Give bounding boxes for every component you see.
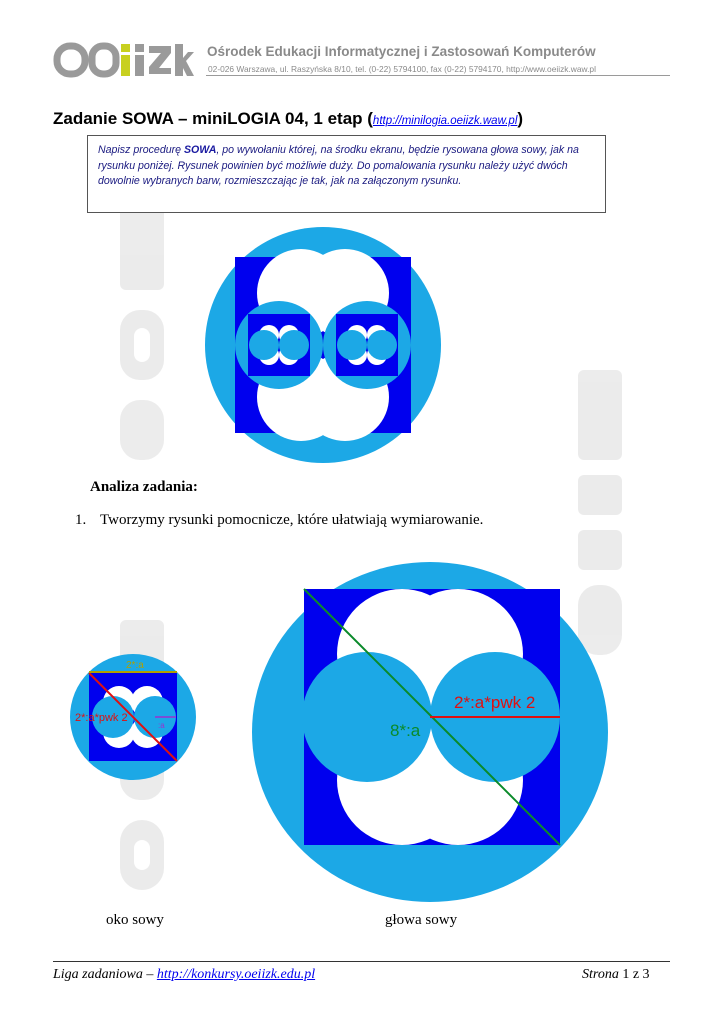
task-keyword: SOWA: [183, 144, 217, 156]
owl-head-figure: [205, 227, 441, 463]
footer-league: [53, 967, 315, 983]
watermark-left: [112, 180, 172, 900]
title-close: ): [517, 109, 524, 128]
head-caption: głowa sowy: [385, 912, 458, 928]
org-name: Ośrodek Edukacji Informatycznej i Zastosowań Komputerów: [207, 44, 596, 59]
head-label-diagonal: 8*:a: [390, 721, 421, 740]
head-diagram: [252, 562, 608, 902]
analysis-heading: Analiza zadania:: [90, 479, 198, 495]
task-text-after: , po wywołaniu której, na środku ekranu, będzie rysowana głowa sowy, jak na rysunku poniżej. Rysunek powinien być możliwie duży. Do pomalowania rysunku należy użyć dwóch dowolnie wybranych barw, rozmieszczając je tak, jak na załączonym rysunku.: [98, 144, 579, 187]
footer-divider: [53, 961, 670, 962]
page-number: [582, 967, 650, 983]
org-address: 02-026 Warszawa, ul. Raszyńska 8/10, tel. (0-22) 5794100, fax (0-22) 5794170, http://www.oeiizk.waw.pl: [208, 64, 596, 74]
eye-label-radius: :a: [158, 721, 165, 730]
eye-caption: oko sowy: [106, 912, 164, 928]
page-word: Strona: [582, 967, 619, 982]
eye-label-left: 2*:a*pwk 2: [75, 712, 128, 724]
page-title: [53, 109, 523, 129]
right-eye: [323, 301, 411, 389]
page-count: 1 z 3: [618, 967, 650, 982]
oeiizk-logo: [52, 40, 194, 80]
task-text-before: Napisz procedurę: [98, 144, 184, 156]
title-main: Zadanie SOWA – miniLOGIA 04, 1 etap (: [53, 109, 373, 128]
eye-diagram: [70, 654, 196, 780]
footer-league-text: Liga zadaniowa –: [53, 967, 157, 982]
footer-link[interactable]: http://konkursy.oeiizk.edu.pl: [156, 967, 316, 982]
title-link[interactable]: http://minilogia.oeiizk.waw.pl: [372, 115, 518, 127]
step-number: 1.: [75, 512, 87, 528]
left-eye: [235, 301, 323, 389]
head-label-radius: 2*:a*pwk 2: [454, 693, 536, 712]
header-divider: [206, 75, 670, 76]
task-description-box: [87, 135, 606, 213]
eye-label-top: 2*:a: [126, 660, 144, 671]
step-text: Tworzymy rysunki pomocnicze, które ułatwiają wymiarowanie.: [100, 512, 484, 528]
